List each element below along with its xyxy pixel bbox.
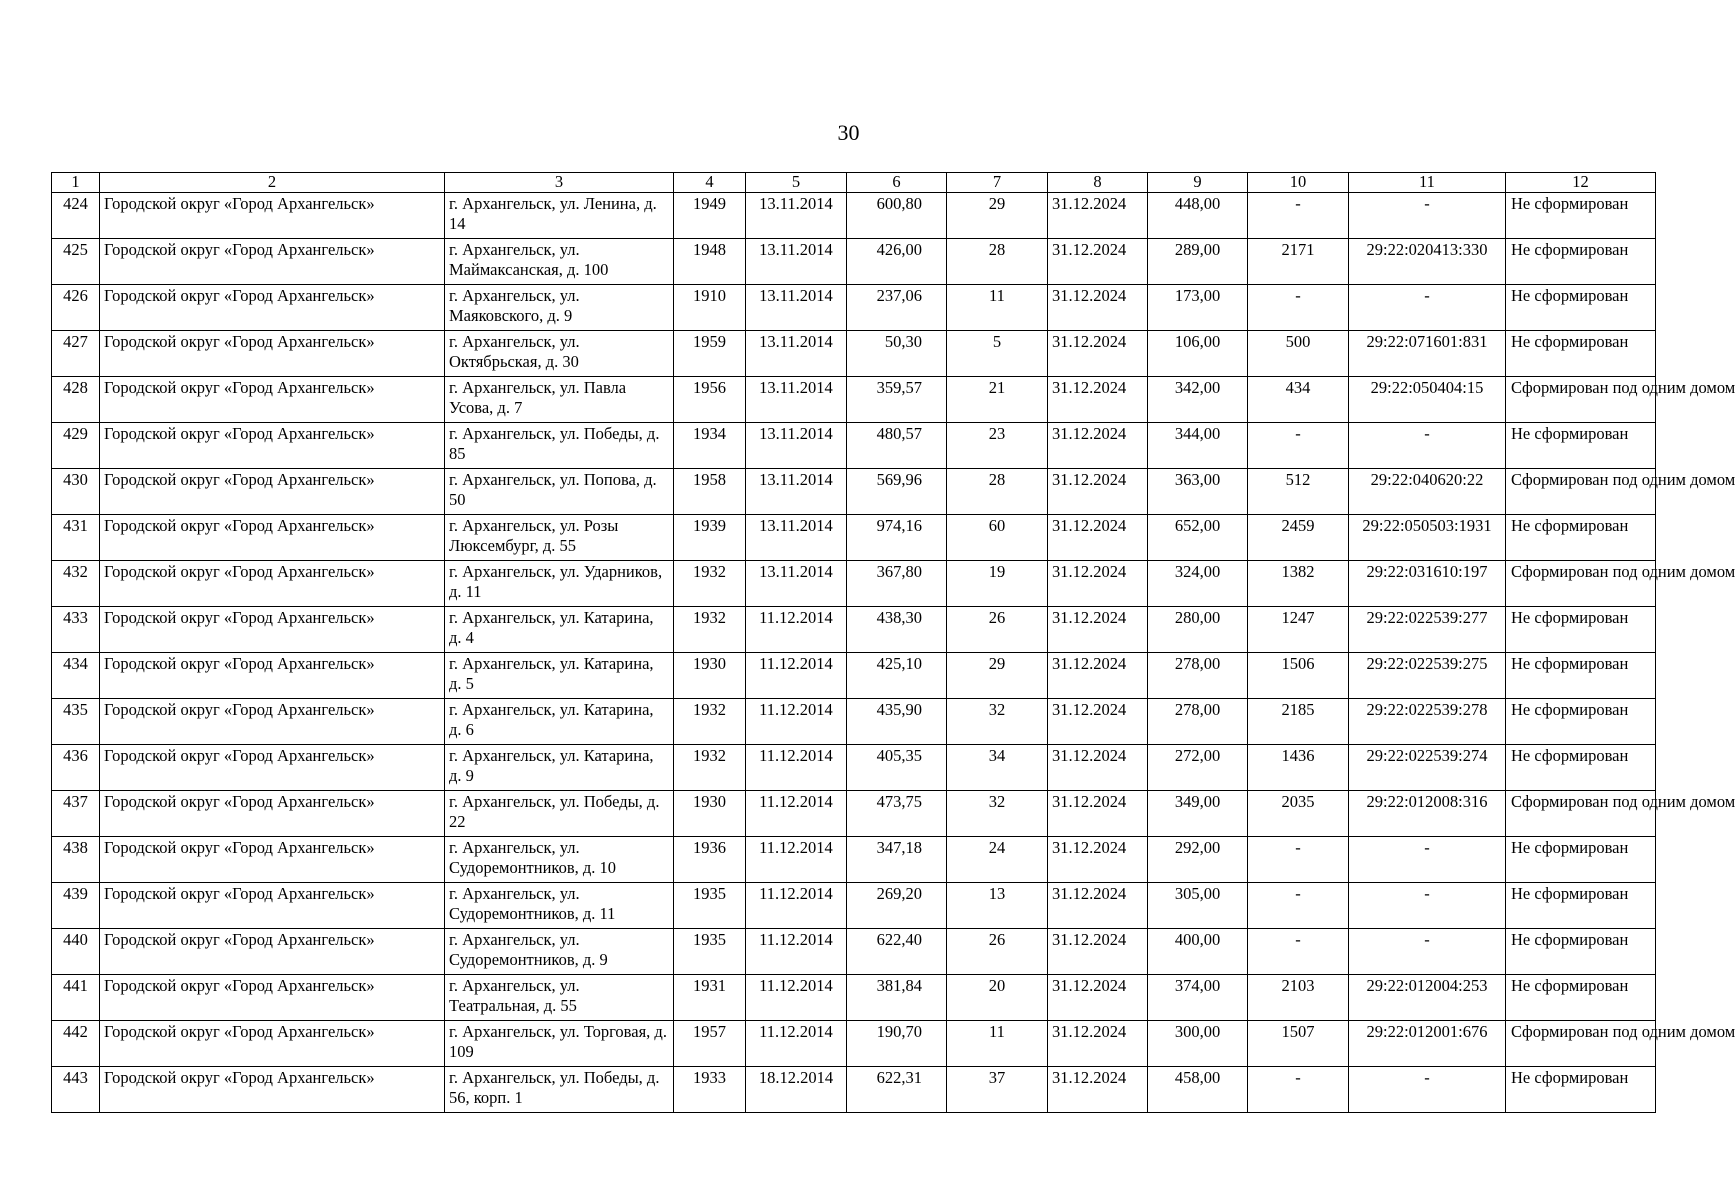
planned-date-cell: 31.12.2024 [1048,745,1148,791]
land-area-cell: 2103 [1248,975,1349,1021]
year-cell: 1932 [674,699,746,745]
row-number: 436 [52,745,100,791]
area-cell: 405,35 [847,745,947,791]
plan-area-cell: 652,00 [1148,515,1248,561]
row-number: 428 [52,377,100,423]
plan-area-cell: 278,00 [1148,653,1248,699]
area-cell: 600,80 [847,193,947,239]
residents-cell: 11 [947,285,1048,331]
address-cell: г. Архангельск, ул. Катарина, д. 4 [445,607,674,653]
row-number: 443 [52,1067,100,1113]
residents-cell: 24 [947,837,1048,883]
land-area-cell: - [1248,929,1349,975]
date-cell: 13.11.2014 [746,239,847,285]
table-row [52,285,1656,331]
land-area-cell: 2185 [1248,699,1349,745]
planned-date-cell: 31.12.2024 [1048,1021,1148,1067]
address-cell: г. Архангельск, ул. Ударников, д. 11 [445,561,674,607]
residents-cell: 29 [947,193,1048,239]
land-status-cell: Не сформирован [1506,193,1656,239]
plan-area-cell: 278,00 [1148,699,1248,745]
date-cell: 18.12.2014 [746,1067,847,1113]
table-row [52,745,1656,791]
land-status-cell: Не сформирован [1506,745,1656,791]
planned-date-cell: 31.12.2024 [1048,515,1148,561]
cadastral-number-cell: - [1349,1067,1506,1113]
date-cell: 11.12.2014 [746,1021,847,1067]
land-area-cell: - [1248,423,1349,469]
date-cell: 11.12.2014 [746,745,847,791]
housing-registry-table [51,172,1735,1113]
area-cell: 50,30 [847,331,947,377]
owner-cell: Городской округ «Город Архангельск» [100,1067,445,1113]
address-cell: г. Архангельск, ул. Катарина, д. 9 [445,745,674,791]
year-cell: 1949 [674,193,746,239]
row-number: 426 [52,285,100,331]
owner-cell: Городской округ «Город Архангельск» [100,193,445,239]
plan-area-cell: 349,00 [1148,791,1248,837]
address-cell: г. Архангельск, ул. Судоремонтников, д. 10 [445,837,674,883]
date-cell: 13.11.2014 [746,515,847,561]
land-area-cell: 1507 [1248,1021,1349,1067]
row-number: 431 [52,515,100,561]
cadastral-number-cell: - [1349,883,1506,929]
land-area-cell: - [1248,883,1349,929]
table-row [52,561,1656,607]
row-number: 433 [52,607,100,653]
owner-cell: Городской округ «Город Архангельск» [100,239,445,285]
row-number: 441 [52,975,100,1021]
date-cell: 13.11.2014 [746,469,847,515]
year-cell: 1930 [674,791,746,837]
plan-area-cell: 280,00 [1148,607,1248,653]
planned-date-cell: 31.12.2024 [1048,561,1148,607]
year-cell: 1935 [674,883,746,929]
address-cell: г. Архангельск, ул. Ленина, д. 14 [445,193,674,239]
residents-cell: 26 [947,607,1048,653]
column-header: 1 [52,173,100,193]
date-cell: 11.12.2014 [746,883,847,929]
land-area-cell: 1247 [1248,607,1349,653]
residents-cell: 34 [947,745,1048,791]
land-status-cell: Не сформирован [1506,331,1656,377]
row-number: 425 [52,239,100,285]
cadastral-number-cell: - [1349,193,1506,239]
year-cell: 1957 [674,1021,746,1067]
column-header: 7 [947,173,1048,193]
owner-cell: Городской округ «Город Архангельск» [100,975,445,1021]
planned-date-cell: 31.12.2024 [1048,423,1148,469]
plan-area-cell: 342,00 [1148,377,1248,423]
plan-area-cell: 305,00 [1148,883,1248,929]
cadastral-number-cell: 29:22:022539:275 [1349,653,1506,699]
land-status-cell: Не сформирован [1506,1067,1656,1113]
year-cell: 1934 [674,423,746,469]
planned-date-cell: 31.12.2024 [1048,285,1148,331]
planned-date-cell: 31.12.2024 [1048,791,1148,837]
land-status-cell: Сформирован под одним домом [1506,1021,1656,1067]
table-row [52,239,1656,285]
cadastral-number-cell: 29:22:031610:197 [1349,561,1506,607]
year-cell: 1931 [674,975,746,1021]
land-area-cell: - [1248,193,1349,239]
area-cell: 347,18 [847,837,947,883]
owner-cell: Городской округ «Город Архангельск» [100,285,445,331]
planned-date-cell: 31.12.2024 [1048,883,1148,929]
year-cell: 1932 [674,745,746,791]
column-header: 11 [1349,173,1506,193]
address-cell: г. Архангельск, ул. Судоремонтников, д. 9 [445,929,674,975]
residents-cell: 20 [947,975,1048,1021]
owner-cell: Городской округ «Город Архангельск» [100,883,445,929]
table-row [52,1067,1656,1113]
column-header: 9 [1148,173,1248,193]
residents-cell: 19 [947,561,1048,607]
date-cell: 11.12.2014 [746,791,847,837]
cadastral-number-cell: - [1349,285,1506,331]
row-number: 434 [52,653,100,699]
area-cell: 435,90 [847,699,947,745]
column-header: 8 [1048,173,1148,193]
land-status-cell: Не сформирован [1506,929,1656,975]
row-number: 442 [52,1021,100,1067]
planned-date-cell: 31.12.2024 [1048,975,1148,1021]
area-cell: 622,40 [847,929,947,975]
year-cell: 1936 [674,837,746,883]
table-row [52,1021,1656,1067]
row-number: 438 [52,837,100,883]
planned-date-cell: 31.12.2024 [1048,193,1148,239]
plan-area-cell: 448,00 [1148,193,1248,239]
address-cell: г. Архангельск, ул. Катарина, д. 5 [445,653,674,699]
land-status-cell: Сформирован под одним домом [1506,377,1656,423]
row-number: 424 [52,193,100,239]
date-cell: 13.11.2014 [746,331,847,377]
address-cell: г. Архангельск, ул. Маймаксанская, д. 100 [445,239,674,285]
cadastral-number-cell: 29:22:012008:316 [1349,791,1506,837]
date-cell: 13.11.2014 [746,285,847,331]
cadastral-number-cell: 29:22:040620:22 [1349,469,1506,515]
planned-date-cell: 31.12.2024 [1048,837,1148,883]
area-cell: 367,80 [847,561,947,607]
land-area-cell: 2171 [1248,239,1349,285]
year-cell: 1910 [674,285,746,331]
page-number: 30 [837,120,860,145]
land-status-cell: Не сформирован [1506,699,1656,745]
land-status-cell: Сформирован под одним домом [1506,469,1656,515]
year-cell: 1956 [674,377,746,423]
cadastral-number-cell: 29:22:012001:676 [1349,1021,1506,1067]
cadastral-number-cell: 29:22:050503:1931 [1349,515,1506,561]
cadastral-number-cell: - [1349,929,1506,975]
date-cell: 13.11.2014 [746,377,847,423]
land-area-cell: 500 [1248,331,1349,377]
residents-cell: 11 [947,1021,1048,1067]
residents-cell: 60 [947,515,1048,561]
table-row [52,653,1656,699]
area-cell: 381,84 [847,975,947,1021]
residents-cell: 32 [947,791,1048,837]
land-area-cell: - [1248,285,1349,331]
table-body [52,193,1735,1113]
column-header: 12 [1506,173,1656,193]
date-cell: 13.11.2014 [746,193,847,239]
plan-area-cell: 374,00 [1148,975,1248,1021]
column-header: 3 [445,173,674,193]
address-cell: г. Архангельск, ул. Победы, д. 22 [445,791,674,837]
table-row [52,975,1656,1021]
year-cell: 1948 [674,239,746,285]
planned-date-cell: 31.12.2024 [1048,653,1148,699]
row-number: 437 [52,791,100,837]
land-status-cell: Сформирован под одним домом [1506,791,1656,837]
cadastral-number-cell: 29:22:022539:278 [1349,699,1506,745]
residents-cell: 28 [947,239,1048,285]
residents-cell: 13 [947,883,1048,929]
land-area-cell: 434 [1248,377,1349,423]
area-cell: 473,75 [847,791,947,837]
land-status-cell: Сформирован под одним домом [1506,561,1656,607]
cadastral-number-cell: 29:22:071601:831 [1349,331,1506,377]
table-row [52,193,1656,239]
area-cell: 569,96 [847,469,947,515]
table-row [52,883,1656,929]
date-cell: 11.12.2014 [746,975,847,1021]
table-row [52,837,1656,883]
area-cell: 438,30 [847,607,947,653]
year-cell: 1932 [674,561,746,607]
owner-cell: Городской округ «Город Архангельск» [100,377,445,423]
plan-area-cell: 292,00 [1148,837,1248,883]
land-area-cell: 512 [1248,469,1349,515]
table-row [52,699,1656,745]
owner-cell: Городской округ «Город Архангельск» [100,791,445,837]
date-cell: 13.11.2014 [746,423,847,469]
residents-cell: 37 [947,1067,1048,1113]
owner-cell: Городской округ «Город Архангельск» [100,469,445,515]
residents-cell: 29 [947,653,1048,699]
year-cell: 1959 [674,331,746,377]
land-area-cell: 1382 [1248,561,1349,607]
column-header: 6 [847,173,947,193]
land-area-cell: 2459 [1248,515,1349,561]
owner-cell: Городской округ «Город Архангельск» [100,837,445,883]
plan-area-cell: 363,00 [1148,469,1248,515]
plan-area-cell: 400,00 [1148,929,1248,975]
row-number: 427 [52,331,100,377]
land-status-cell: Не сформирован [1506,607,1656,653]
owner-cell: Городской округ «Город Архангельск» [100,331,445,377]
owner-cell: Городской округ «Город Архангельск» [100,423,445,469]
year-cell: 1930 [674,653,746,699]
planned-date-cell: 31.12.2024 [1048,929,1148,975]
owner-cell: Городской округ «Город Архангельск» [100,515,445,561]
land-status-cell: Не сформирован [1506,975,1656,1021]
plan-area-cell: 289,00 [1148,239,1248,285]
address-cell: г. Архангельск, ул. Маяковского, д. 9 [445,285,674,331]
year-cell: 1932 [674,607,746,653]
row-number: 439 [52,883,100,929]
column-number-row [52,173,1656,193]
table-row [52,929,1656,975]
year-cell: 1958 [674,469,746,515]
land-status-cell: Не сформирован [1506,837,1656,883]
table-row [52,469,1656,515]
land-area-cell: - [1248,1067,1349,1113]
planned-date-cell: 31.12.2024 [1048,377,1148,423]
area-cell: 974,16 [847,515,947,561]
land-area-cell: 2035 [1248,791,1349,837]
row-number: 429 [52,423,100,469]
residents-cell: 26 [947,929,1048,975]
table-row [52,791,1656,837]
planned-date-cell: 31.12.2024 [1048,607,1148,653]
planned-date-cell: 31.12.2024 [1048,469,1148,515]
planned-date-cell: 31.12.2024 [1048,331,1148,377]
cadastral-number-cell: - [1349,423,1506,469]
plan-area-cell: 173,00 [1148,285,1248,331]
area-cell: 190,70 [847,1021,947,1067]
address-cell: г. Архангельск, ул. Павла Усова, д. 7 [445,377,674,423]
column-header: 4 [674,173,746,193]
address-cell: г. Архангельск, ул. Победы, д. 56, корп. 1 [445,1067,674,1113]
year-cell: 1935 [674,929,746,975]
land-status-cell: Не сформирован [1506,423,1656,469]
planned-date-cell: 31.12.2024 [1048,239,1148,285]
cadastral-number-cell: 29:22:050404:15 [1349,377,1506,423]
date-cell: 11.12.2014 [746,929,847,975]
residents-cell: 28 [947,469,1048,515]
plan-area-cell: 458,00 [1148,1067,1248,1113]
row-number: 432 [52,561,100,607]
owner-cell: Городской округ «Город Архангельск» [100,561,445,607]
row-number: 440 [52,929,100,975]
land-status-cell: Не сформирован [1506,239,1656,285]
address-cell: г. Архангельск, ул. Театральная, д. 55 [445,975,674,1021]
row-number: 435 [52,699,100,745]
table-row [52,377,1656,423]
area-cell: 425,10 [847,653,947,699]
address-cell: г. Архангельск, ул. Торговая, д. 109 [445,1021,674,1067]
date-cell: 11.12.2014 [746,653,847,699]
area-cell: 237,06 [847,285,947,331]
residents-cell: 32 [947,699,1048,745]
date-cell: 11.12.2014 [746,699,847,745]
table-row [52,423,1656,469]
cadastral-number-cell: 29:22:020413:330 [1349,239,1506,285]
planned-date-cell: 31.12.2024 [1048,699,1148,745]
residents-cell: 23 [947,423,1048,469]
cadastral-number-cell: 29:22:012004:253 [1349,975,1506,1021]
land-status-cell: Не сформирован [1506,883,1656,929]
year-cell: 1939 [674,515,746,561]
area-cell: 269,20 [847,883,947,929]
area-cell: 480,57 [847,423,947,469]
land-area-cell: 1506 [1248,653,1349,699]
owner-cell: Городской округ «Город Архангельск» [100,745,445,791]
plan-area-cell: 324,00 [1148,561,1248,607]
row-number: 430 [52,469,100,515]
land-status-cell: Не сформирован [1506,285,1656,331]
cadastral-number-cell: 29:22:022539:274 [1349,745,1506,791]
address-cell: г. Архангельск, ул. Розы Люксембург, д. 55 [445,515,674,561]
date-cell: 11.12.2014 [746,837,847,883]
address-cell: г. Архангельск, ул. Попова, д. 50 [445,469,674,515]
area-cell: 359,57 [847,377,947,423]
date-cell: 13.11.2014 [746,561,847,607]
area-cell: 426,00 [847,239,947,285]
owner-cell: Городской округ «Город Архангельск» [100,1021,445,1067]
area-cell: 622,31 [847,1067,947,1113]
residents-cell: 5 [947,331,1048,377]
cadastral-number-cell: 29:22:022539:277 [1349,607,1506,653]
planned-date-cell: 31.12.2024 [1048,1067,1148,1113]
date-cell: 11.12.2014 [746,607,847,653]
plan-area-cell: 344,00 [1148,423,1248,469]
land-area-cell: 1436 [1248,745,1349,791]
owner-cell: Городской округ «Город Архангельск» [100,653,445,699]
address-cell: г. Архангельск, ул. Победы, д. 85 [445,423,674,469]
owner-cell: Городской округ «Город Архангельск» [100,699,445,745]
land-area-cell: - [1248,837,1349,883]
table-row [52,331,1656,377]
year-cell: 1933 [674,1067,746,1113]
address-cell: г. Архангельск, ул. Октябрьская, д. 30 [445,331,674,377]
land-status-cell: Не сформирован [1506,653,1656,699]
owner-cell: Городской округ «Город Архангельск» [100,607,445,653]
column-header: 10 [1248,173,1349,193]
table-row [52,607,1656,653]
plan-area-cell: 300,00 [1148,1021,1248,1067]
column-header: 5 [746,173,847,193]
column-header: 2 [100,173,445,193]
land-status-cell: Не сформирован [1506,515,1656,561]
address-cell: г. Архангельск, ул. Судоремонтников, д. 11 [445,883,674,929]
cadastral-number-cell: - [1349,837,1506,883]
address-cell: г. Архангельск, ул. Катарина, д. 6 [445,699,674,745]
table-row [52,515,1656,561]
plan-area-cell: 272,00 [1148,745,1248,791]
owner-cell: Городской округ «Город Архангельск» [100,929,445,975]
plan-area-cell: 106,00 [1148,331,1248,377]
residents-cell: 21 [947,377,1048,423]
